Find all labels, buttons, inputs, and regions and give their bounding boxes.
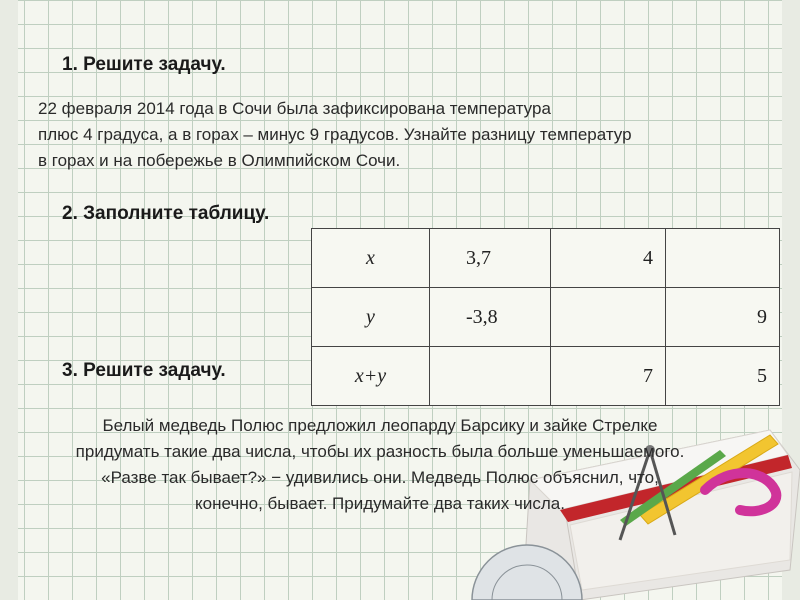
task1-line: в горах и на побережье в Олимпийском Сочи. bbox=[38, 151, 401, 170]
task3-text bbox=[10, 413, 750, 517]
table-row-sum bbox=[312, 347, 780, 406]
task3-line: конечно, бывает. Придумайте два таких числа. bbox=[195, 494, 565, 513]
table-cell: 3,7 bbox=[430, 229, 551, 288]
table-cell bbox=[551, 288, 666, 347]
table-cell: x bbox=[312, 229, 430, 288]
table-row-x bbox=[312, 229, 780, 288]
table-row-y bbox=[312, 288, 780, 347]
task1-heading: 1. Решите задачу. bbox=[62, 54, 226, 75]
task3-heading: 3. Решите задачу. bbox=[62, 360, 226, 381]
task1-line: плюс 4 градуса, а в горах – минус 9 градусов. Узнайте разницу температур bbox=[38, 125, 632, 144]
table-cell: 9 bbox=[666, 288, 780, 347]
fill-in-table bbox=[311, 228, 780, 406]
table-cell: 4 bbox=[551, 229, 666, 288]
table-cell: -3,8 bbox=[430, 288, 551, 347]
task1-line: 22 февраля 2014 года в Сочи была зафиксирована температура bbox=[38, 99, 551, 118]
table-cell bbox=[666, 229, 780, 288]
table-cell: 7 bbox=[551, 347, 666, 406]
task3-line: «Разве так бывает?» − удивились они. Медведь Полюс объяснил, что, bbox=[101, 468, 659, 487]
task1-text bbox=[38, 96, 778, 174]
task3-line: придумать такие два числа, чтобы их разность была больше уменьшаемого. bbox=[75, 442, 685, 461]
table-cell bbox=[430, 347, 551, 406]
task2-heading: 2. Заполните таблицу. bbox=[62, 203, 270, 224]
table-cell: x+y bbox=[312, 347, 430, 406]
table-cell: 5 bbox=[666, 347, 780, 406]
table-cell: y bbox=[312, 288, 430, 347]
task3-line: Белый медведь Полюс предложил леопарду Барсику и зайке Стрелке bbox=[102, 416, 658, 435]
